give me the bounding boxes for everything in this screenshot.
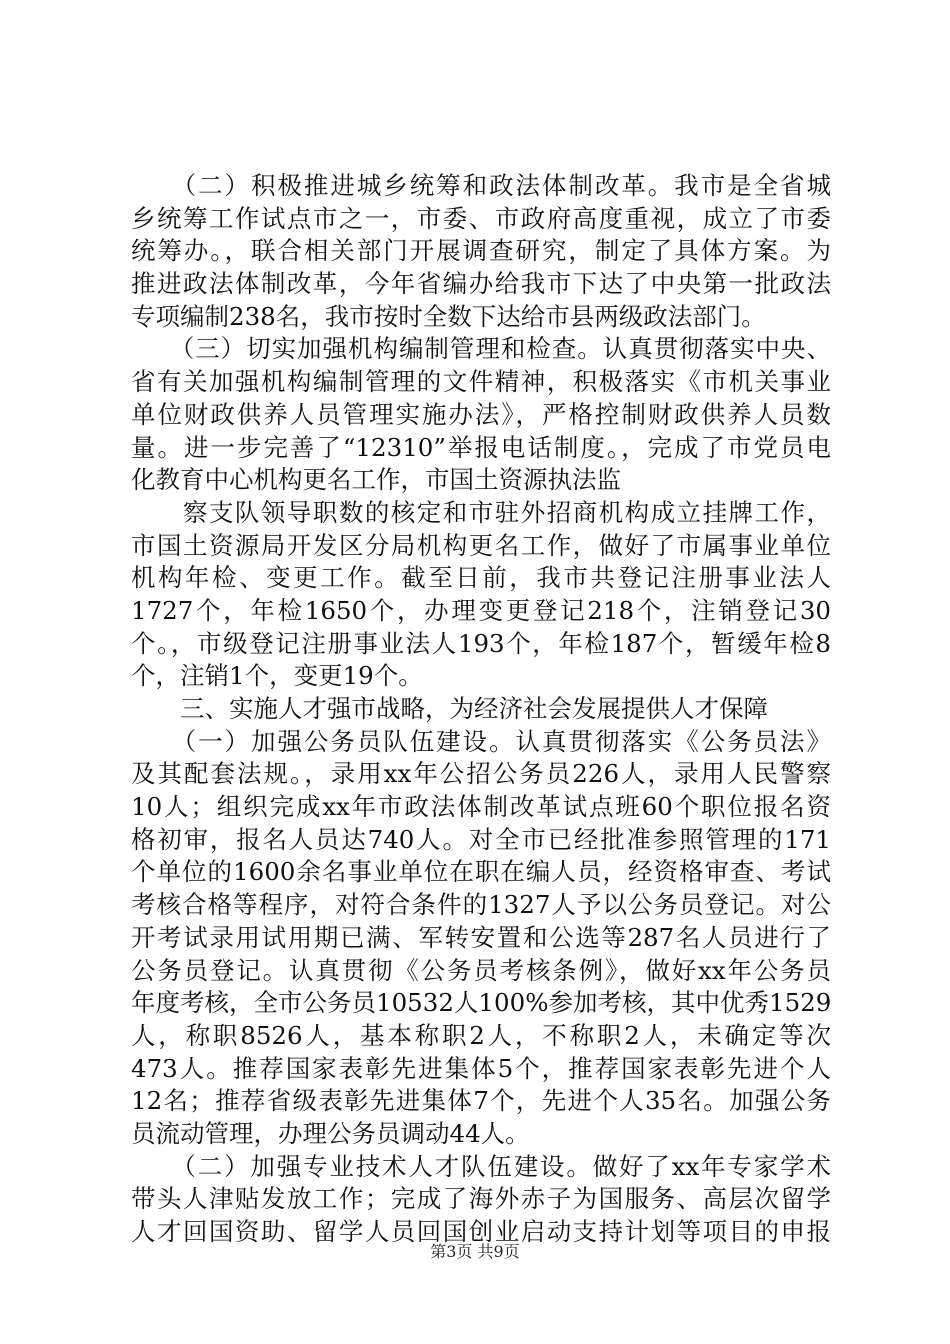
text-line: 人，称职8526人，基本称职2人，不称职2人，未确定等次: [131, 1020, 831, 1050]
text-line: 量。进一步完善了“12310”举报电话制度。，完成了市党员电: [131, 432, 831, 462]
page-footer: 第3页 共9页: [430, 1242, 520, 1261]
text-line: 人才回国资助、留学人员回国创业启动支持计划等项目的申报: [131, 1217, 831, 1246]
document-body: [131, 170, 831, 1249]
text-line: 及其配套法规。，录用xx年公招公务员226人，录用人民警察: [131, 759, 831, 789]
text-line: 察支队领导职数的核定和市驻外招商机构成立挂牌工作，: [131, 497, 831, 527]
text-line: 格初审，报名人员达740人。对全市已经批准参照管理的171: [131, 824, 831, 854]
text-line: 个单位的1600余名事业单位在职在编人员，经资格审查、考试: [131, 857, 831, 887]
text-line: 推进政法体制改革，今年省编办给我市下达了中央第一批政法: [131, 269, 831, 299]
text-line: 员流动管理，办理公务员调动44人。: [131, 1118, 530, 1148]
text-line: （二）积极推进城乡统筹和政法体制改革。我市是全省城: [131, 171, 831, 200]
text-line: 473人。推荐国家表彰先进集体5个，推荐国家表彰先进个人: [131, 1053, 831, 1083]
text-line: 机构年检、变更工作。截至日前，我市共登记注册事业法人: [131, 563, 831, 593]
text-line: 专项编制238名，我市按时全数下达给市县两级政法部门。: [131, 301, 766, 331]
text-line: 1727个，年检1650个，办理变更登记218个，注销登记30: [131, 595, 831, 625]
text-line: 乡统筹工作试点市之一，市委、市政府高度重视，成立了市委: [131, 203, 831, 233]
text-line: 市国土资源局开发区分局机构更名工作，做好了市属事业单位: [131, 530, 831, 560]
text-line: （二）加强专业技术人才队伍建设。做好了xx年专家学术: [131, 1151, 831, 1181]
text-line: 带头人津贴发放工作；完成了海外赤子为国服务、高层次留学: [131, 1184, 831, 1214]
text-line: 公务员登记。认真贯彻《公务员考核条例》，做好xx年公务员: [131, 955, 831, 985]
text-line: 三、实施人才强市战略，为经济社会发展提供人才保障: [131, 694, 768, 723]
text-line: 个。，市级登记注册事业法人193个，年检187个，暂缓年检8: [131, 628, 831, 658]
text-line: 年度考核，全市公务员10532人100%参加考核，其中优秀1529: [131, 988, 832, 1018]
text-line: 开考试录用试用期已满、军转安置和公选等287名人员进行了: [131, 922, 831, 952]
text-line: 10人；组织完成xx年市政法体制改革试点班60个职位报名资: [131, 792, 831, 822]
text-line: （三）切实加强机构编制管理和检查。认真贯彻落实中央、: [131, 334, 831, 364]
text-line: 考核合格等程序，对符合条件的1327人予以公务员登记。对公: [131, 890, 831, 920]
text-line: 化教育中心机构更名工作，市国土资源执法监: [131, 465, 621, 495]
text-line: 省有关加强机构编制管理的文件精神，积极落实《市机关事业: [131, 367, 831, 397]
text-line: （一）加强公务员队伍建设。认真贯彻落实《公务员法》: [131, 726, 831, 756]
text-line: 统筹办。，联合相关部门开展调查研究，制定了具体方案。为: [131, 236, 831, 266]
text-line: 个，注销1个，变更19个。: [131, 661, 423, 691]
text-line: 单位财政供养人员管理实施办法》，严格控制财政供养人员数: [131, 399, 831, 429]
text-line: 12名；推荐省级表彰先进集体7个，先进个人35名。加强公务: [131, 1086, 831, 1116]
